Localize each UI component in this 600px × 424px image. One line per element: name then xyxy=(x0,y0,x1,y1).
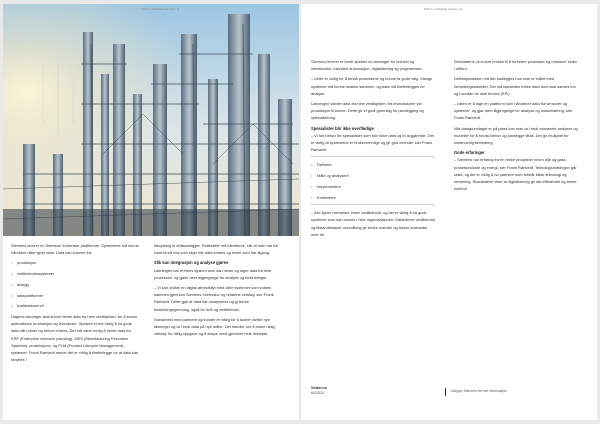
body-paragraph: Når datagrunnlaget er på plass kan man ta i bruk avanserte analyser og modeller for å forutsi behov og planlegge tiltak. Det gir mulighet for kontinuerlig forbedring. xyxy=(454,125,578,146)
body-paragraph: Definisjonsfasen må det fastlegges hva som er målet med forbedringsarbeidet. Det må fastsettes hvilke data som skal samles inn og hvordan de skal brukes (KPI). xyxy=(454,76,576,96)
section-heading: Gode erfaringer xyxy=(454,150,485,156)
body-paragraph: Samarbeid med partnere og kunder er viktig for å kunne utvikle nye løsninger og ta i bruk data på nye måter. Det handler om å bruke riktig verktøy for riktig oppgave og å skape verdi gjennom hele livsløpet. xyxy=(154,316,275,337)
body-paragraph: Siemens leverer et bredt spekter av løsninger for industri og infrastruktur, inkludert automasjon, digitalisering og programvare. xyxy=(311,59,423,72)
right-column-1 xyxy=(311,58,435,241)
section-heading: Spesialister blir ikke overflødige xyxy=(311,125,374,131)
magazine-footer xyxy=(311,386,327,396)
list-item: • Måle og analysere xyxy=(311,172,435,179)
footer-separator xyxy=(445,388,446,396)
body-paragraph: – Alle ligner hverandre innen vedlikehold, og det er viktig å ha gode systemer som kan brukes i hele organisasjonen. Datadrevet vedlikehold og tilstandsbasert overvåking gir bedre oversikt og lavere kostnader over tid. xyxy=(311,210,435,237)
left-page xyxy=(3,4,299,420)
right-page xyxy=(301,4,597,420)
body-paragraph: Resultatene vil kunne brukes til å forbedre prosesser og redusere risiko i driften. xyxy=(454,59,577,72)
divider xyxy=(311,204,435,205)
running-head: DOKA | kraftaktig teknisk | 11 xyxy=(141,7,180,11)
intro-paragraph: Siemens leverer en Siemens Xcelerator plattformer. Systemene må kunne håndtere ulike typer data. Data kan komme fra: xyxy=(11,243,139,256)
divider xyxy=(311,156,435,157)
body-paragraph: – Siemens har erfaring fra en rekke prosjekter innen olje og gass, prosessindustri og energi, sier Frank Rørtvedt. Teknologiutviklingen går raskt, og det er viktig å ha partnere som forstår både teknologi og forretning. Resultatene viser at digitalisering gir økt effektivitet og bedre kontroll. xyxy=(454,157,577,192)
footer-note: Utbygd: Siemens for mer informasjon xyxy=(451,389,507,393)
body-paragraph: – Ideen er å lage en plattform som håndterer data fra sensorer og systemer, og gjør dem tilgjengelige for analyse og maskinlæring, sier Frank Rørtvedt. xyxy=(454,101,573,121)
list-item: • dataplattformer xyxy=(11,292,139,299)
left-column-1 xyxy=(11,242,139,366)
section-heading: Slik kan integrasjon og analyse gjøres xyxy=(154,260,229,266)
list-item: • vedlikeholdssystemer xyxy=(11,270,139,277)
list-item: • Implementere xyxy=(311,183,435,190)
body-paragraph: tilknytning til driftsanlegget. Rolleskifte må håndteres, slik at man har full kontroll på hva som skjer når data endres og hvem som har tilgang. xyxy=(154,243,279,256)
body-paragraph: Dagens løsninger skal kunne hente data fra hele verdikjeden, for å kunne optimalisere produksjon og leveranser. Spesielt er det viktig å ha gode data når rutiner og behov endres. Det må være mulig å hente data fra ERP (Enterprise resource planning), MES (Manufacturing Execution Systems), produksjons- og PLM (Product Lifecycle Management)-systemer. Frank Rørtvedt mener det er viktig å tilrettelegge for at data kan utnyttes i xyxy=(11,313,139,363)
body-paragraph: – Vi kan utvikle en digital arbeidsflyt med ulike systemer som kobles sammen gjennom Siemens Xcelerator og relaterte verktøy, sier Frank Rørtvedt. Dette gjør at data kan analyseres og gi bedre beslutningsgrunnlag, også for drift og vedlikehold. xyxy=(154,285,274,312)
magazine-name: Vinkel.no xyxy=(311,386,327,390)
right-column-2 xyxy=(454,58,578,195)
list-item: • anlegg xyxy=(11,281,139,288)
data-sources-list xyxy=(11,259,139,309)
left-column-2 xyxy=(154,242,282,340)
list-item: • Definere xyxy=(311,161,435,168)
list-item: • kvalitetskontroll xyxy=(11,302,139,309)
list-item: • produksjon xyxy=(11,259,139,266)
refinery-hero-image xyxy=(3,4,299,236)
body-paragraph: – Vi har behov for spesialister som kan tolke data og ta avgjørelser. Det er viktig at systemene er brukervennlige og gir god oversikt, sier Frank Rørtvedt. xyxy=(311,132,434,153)
body-paragraph: – Dette er viktig for å forstå prosessene og kunne ta gode valg. Mange systemer må kunne snakke sammen, og data må tilrettelegges for analyse. xyxy=(311,76,433,96)
issue-number: #3/2023 xyxy=(311,390,324,395)
running-head: DOKA | kraftaktig teknisk | 11 xyxy=(424,7,463,11)
body-paragraph: Løsningen samler data fra hele verdikjeden, fra leverandører via produksjon til kunde. Dette gir et godt grunnlag for planlegging og optimalisering. xyxy=(311,101,424,121)
body-paragraph: Løsningen har et felles system som kan hente og lagre data fra hele prosessen, og gjøre dem tilgjengelige for analyse og beslutninger. xyxy=(154,267,272,280)
list-item: • Kontrollere xyxy=(311,194,435,201)
dmaic-list xyxy=(311,161,435,200)
